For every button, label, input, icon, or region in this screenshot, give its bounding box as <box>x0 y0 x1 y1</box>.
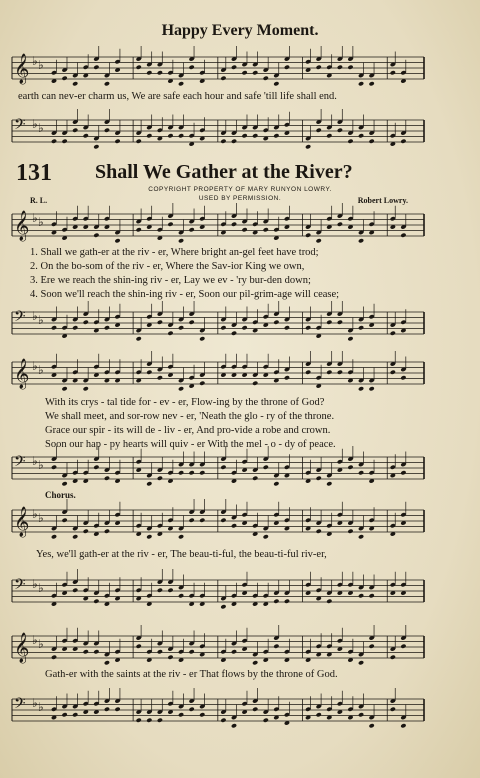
svg-text:♭: ♭ <box>38 458 44 472</box>
hymn-number: 131 <box>16 160 52 186</box>
svg-text:♭: ♭ <box>38 121 44 135</box>
svg-text:♭: ♭ <box>38 58 44 72</box>
svg-text:♭: ♭ <box>32 211 38 225</box>
svg-text:𝄞: 𝄞 <box>14 633 30 663</box>
verse-2-line-2: We shall meet, and sor-row nev - er, 'Neath the glo - ry of the throne. <box>45 411 335 422</box>
svg-text:♭: ♭ <box>32 577 38 591</box>
chorus-label: Chorus. <box>45 490 76 500</box>
treble-staff-3 <box>0 508 480 538</box>
treble-staff-prev <box>0 55 480 85</box>
verse-3-line-2: Grace our spir - its will de - liv - er, And pro-vide a robe and crown. <box>45 425 331 436</box>
bass-staff-4 <box>0 697 480 727</box>
svg-text:♭: ♭ <box>38 511 44 525</box>
treble-staff-4 <box>0 634 480 664</box>
previous-hymn-title: Happy Every Moment. <box>161 22 319 39</box>
svg-text:♭: ♭ <box>32 696 38 710</box>
verse-4-line-2: Soon our hap - py hearts will quiv - er With the mel - o - dy of peace. <box>45 439 336 450</box>
copyright-line: COPYRIGHT PROPERTY OF MARY RUNYON LOWRY. <box>148 186 332 193</box>
treble-staff-1 <box>0 212 480 242</box>
bass-staff-1 <box>0 310 480 340</box>
svg-text:𝄢: 𝄢 <box>14 576 26 597</box>
svg-text:𝄢: 𝄢 <box>14 695 26 716</box>
svg-text:♭: ♭ <box>38 313 44 327</box>
previous-hymn-lyric: earth can nev-er charm us, We are safe each hour and safe 'till life shall end. <box>18 91 337 102</box>
svg-text:♭: ♭ <box>32 633 38 647</box>
verse-1-line-1: 1. Shall we gath-er at the riv - er, Where bright an-gel feet have trod; <box>30 247 319 258</box>
svg-text:♭: ♭ <box>32 54 38 68</box>
svg-text:♭: ♭ <box>32 309 38 323</box>
permission-line: USED BY PERMISSION. <box>198 195 282 202</box>
svg-text:♭: ♭ <box>38 363 44 377</box>
svg-text:𝄢: 𝄢 <box>14 453 26 474</box>
verse-4-line-1: 4. Soon we'll reach the shin-ing riv - er, Soon our pil-grim-age will cease; <box>30 289 340 300</box>
bass-staff-prev <box>0 118 480 148</box>
verse-3-line-1: 3. Ere we reach the shin-ing riv - er, Lay we ev - 'ry bur-den down; <box>30 275 311 286</box>
svg-text:♭: ♭ <box>32 117 38 131</box>
bass-staff-3 <box>0 578 480 608</box>
hymn-title: Shall We Gather at the River? <box>95 161 353 183</box>
verse-1-line-2: With its crys - tal tide for - ev - er, Flow-ing by the throne of God? <box>45 397 325 408</box>
svg-text:𝄞: 𝄞 <box>14 54 30 84</box>
svg-text:♭: ♭ <box>38 637 44 651</box>
music-composer: Robert Lowry. <box>357 196 408 205</box>
svg-text:𝄞: 𝄞 <box>14 507 30 537</box>
svg-text:𝄢: 𝄢 <box>14 116 26 137</box>
svg-text:♭: ♭ <box>38 700 44 714</box>
svg-text:𝄞: 𝄞 <box>14 211 30 241</box>
svg-text:𝄢: 𝄢 <box>14 308 26 329</box>
svg-text:𝄞: 𝄞 <box>14 359 30 389</box>
words-author: R. L. <box>30 196 48 205</box>
svg-text:♭: ♭ <box>38 581 44 595</box>
svg-text:♭: ♭ <box>32 507 38 521</box>
svg-text:♭: ♭ <box>32 454 38 468</box>
svg-text:♭: ♭ <box>38 215 44 229</box>
chorus-line-2: Gath-er with the saints at the riv - er That flows by the throne of God. <box>45 669 338 680</box>
verse-2-line-1: 2. On the bo-som of the riv - er, Where the Sav-ior King we own, <box>30 261 305 272</box>
svg-text:♭: ♭ <box>32 359 38 373</box>
bass-staff-2 <box>0 455 480 485</box>
chorus-line-1: Yes, we'll gath-er at the riv - er, The beau-ti-ful, the beau-ti-ful riv-er, <box>36 549 327 560</box>
treble-staff-2 <box>0 360 480 390</box>
